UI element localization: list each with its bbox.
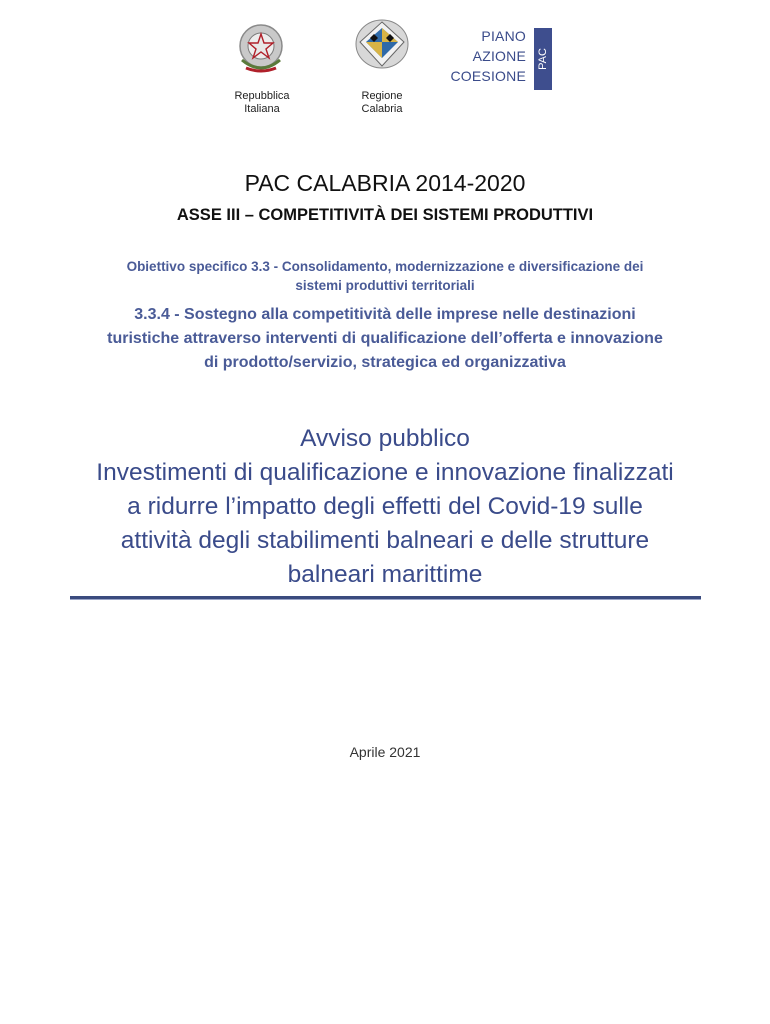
pac-logo-word-2: AZIONE bbox=[472, 48, 526, 64]
calabria-region-caption: Regione Calabria bbox=[361, 90, 403, 115]
public-notice-title-line: attività degli stabilimenti balneari e delle strutture bbox=[120, 527, 650, 554]
pac-badge bbox=[534, 28, 552, 90]
italian-republic-emblem-icon bbox=[236, 20, 286, 76]
action-title-line: 3.3.4 - Sostegno alla competitività delle imprese nelle destinazioni bbox=[134, 306, 636, 323]
public-notice-title-line: Investimenti di qualificazione e innovazione finalizzati bbox=[96, 459, 674, 486]
publication-date: Aprile 2021 bbox=[349, 744, 421, 760]
specific-objective bbox=[80, 257, 690, 295]
action-title-line: di prodotto/servizio, strategica ed organizzativa bbox=[204, 354, 566, 371]
action-title-line: turistiche attraverso interventi di qualificazione dell’offerta e innovazione bbox=[107, 330, 663, 347]
public-notice-title-line: balneari marittime bbox=[287, 561, 483, 588]
action-title bbox=[70, 303, 700, 375]
public-notice-title-line: Avviso pubblico bbox=[300, 425, 470, 452]
pac-badge-label: PAC bbox=[537, 48, 549, 70]
program-title: PAC CALABRIA 2014-2020 bbox=[244, 170, 526, 196]
pac-logo bbox=[450, 26, 552, 90]
pac-logo-word-1: PIANO bbox=[481, 28, 526, 44]
calabria-region-emblem-icon bbox=[354, 18, 410, 70]
specific-objective-line: sistemi produttivi territoriali bbox=[295, 278, 475, 293]
pac-logo-word-3: COESIONE bbox=[450, 68, 526, 84]
title-divider bbox=[70, 596, 701, 600]
axis-title: ASSE III – COMPETITIVITÀ DEI SISTEMI PRODUTTIVI bbox=[176, 206, 594, 224]
public-notice-title-line: a ridurre l’impatto degli effetti del Covid-19 sulle bbox=[127, 493, 643, 520]
italian-republic-caption: Repubblica Italiana bbox=[234, 90, 290, 115]
public-notice-title bbox=[50, 422, 720, 592]
specific-objective-line: Obiettivo specifico 3.3 - Consolidamento, modernizzazione e diversificazione dei bbox=[126, 259, 644, 274]
